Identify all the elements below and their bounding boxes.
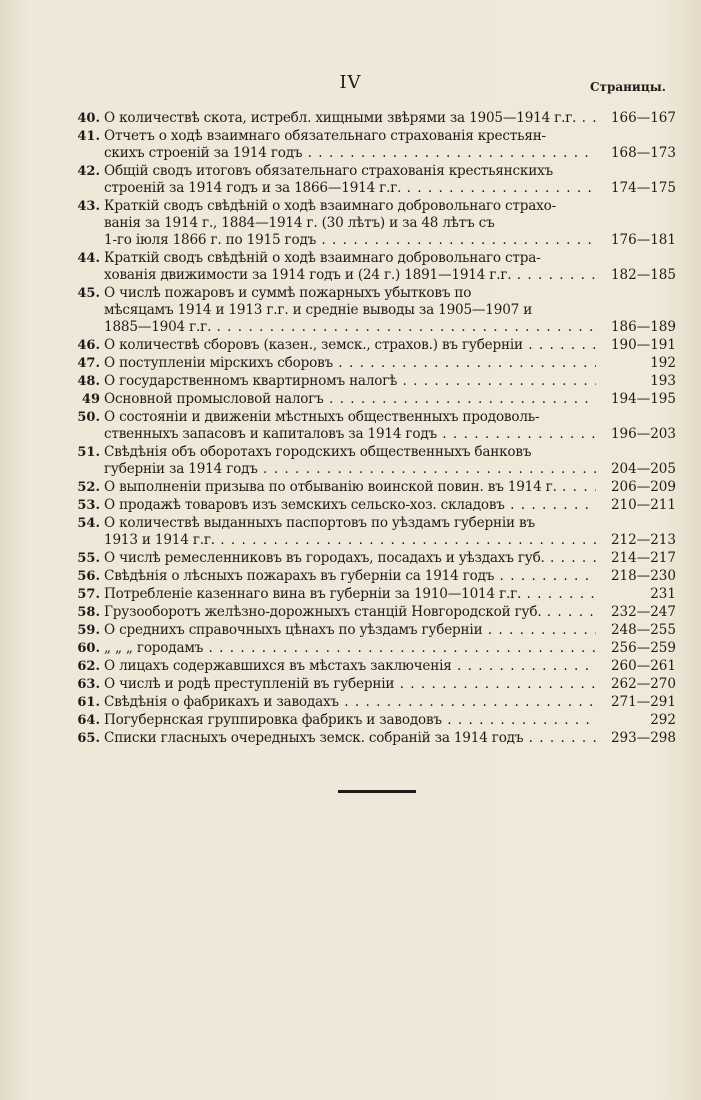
entry-pages: 196—203 <box>610 426 676 442</box>
entry-number: 51. <box>77 445 100 460</box>
entry-number: 44. <box>77 251 100 266</box>
pages-column-label: Страницы. <box>590 80 666 94</box>
toc-entry <box>60 676 676 693</box>
entry-title-line: Свѣдѣнія о лѣсныхъ пожарахъ въ губерніи са 1914 годъ . . . <box>104 568 596 585</box>
entry-title-line: губерніи за 1914 годъ . . . <box>104 461 596 478</box>
entry-title-line: Отчетъ о ходѣ взаимнаго обязательнаго страхованія крестьян- <box>104 128 546 144</box>
toc-entry <box>60 712 676 729</box>
toc-entry <box>60 604 676 621</box>
entry-number: 50. <box>77 410 100 425</box>
toc-entry <box>60 694 676 711</box>
entry-pages: 194—195 <box>610 391 676 407</box>
entry-title-line: ванія за 1914 г., 1884—1914 г. (30 лѣтъ) и за 48 лѣтъ съ <box>104 215 495 231</box>
toc-entry <box>60 337 676 354</box>
entry-number: 52. <box>77 480 100 495</box>
toc-entry <box>60 110 676 127</box>
toc-entry <box>60 163 676 197</box>
entry-title-line: Свѣдѣнія о фабрикахъ и заводахъ . . . <box>104 694 596 711</box>
entry-title-line: Погубернская группировка фабрикъ и заводовъ . . . <box>104 712 596 729</box>
entry-pages: 214—217 <box>610 550 676 566</box>
entry-pages: 204—205 <box>610 461 676 477</box>
toc-entry <box>60 128 676 162</box>
entry-number: 42. <box>77 164 100 179</box>
entry-title-line: хованія движимости за 1914 годъ и (24 г.) 1891—1914 г.г. . . . <box>104 267 596 284</box>
entry-number: 57. <box>77 587 100 602</box>
entry-number: 41. <box>77 129 100 144</box>
entry-pages: 231 <box>650 586 676 602</box>
entry-pages: 271—291 <box>610 694 676 710</box>
toc-entry <box>60 658 676 675</box>
entry-title-line: О государственномъ квартирномъ налогѣ . . . <box>104 373 596 390</box>
entry-number: 53. <box>77 498 100 513</box>
entry-title-line: мѣсяцамъ 1914 и 1913 г.г. и средніе выводы за 1905—1907 и <box>104 302 533 318</box>
entry-title-line: Общій сводъ итоговъ обязательнаго страхованія крестьянскихъ <box>104 163 553 179</box>
entry-title-line: О числѣ и родѣ преступленій въ губерніи . . . <box>104 676 596 693</box>
entry-number: 65. <box>77 731 100 746</box>
entry-pages: 168—173 <box>610 145 676 161</box>
entry-number: 62. <box>77 659 100 674</box>
entry-title-line: О выполненіи призыва по отбыванію воинской повин. въ 1914 г. . . . <box>104 479 596 496</box>
entry-title-line: О лицахъ содержавшихся въ мѣстахъ заключенія . . . <box>104 658 596 675</box>
entry-pages: 182—185 <box>610 267 676 283</box>
entry-title-line: О среднихъ справочныхъ цѣнахъ по уѣздамъ губерніи . . . <box>104 622 596 639</box>
entry-title-line: О состояніи и движеніи мѣстныхъ общественныхъ продоволь- <box>104 409 540 425</box>
entry-pages: 292 <box>650 712 676 728</box>
entry-title-line: О поступленіи мірскихъ сборовъ . . . <box>104 355 596 372</box>
entry-number: 45. <box>77 286 100 301</box>
entry-number: 47. <box>77 356 100 371</box>
entry-number: 60. <box>77 641 100 656</box>
toc-entry <box>60 355 676 372</box>
toc-entry <box>60 550 676 567</box>
entry-pages: 212—213 <box>610 532 676 548</box>
entry-title-line: О количествѣ сборовъ (казен., земск., страхов.) въ губерніи . . . <box>104 337 596 354</box>
entry-number: 55. <box>77 551 100 566</box>
entry-pages: 260—261 <box>610 658 676 674</box>
entry-title-line: Грузооборотъ желѣзно-дорожныхъ станцій Новгородской губ. . . . <box>104 604 596 621</box>
toc-entry <box>60 198 676 249</box>
table-of-contents <box>60 110 676 748</box>
toc-entry <box>60 586 676 603</box>
toc-entry <box>60 568 676 585</box>
entry-number: 48. <box>77 374 100 389</box>
toc-entry <box>60 515 676 549</box>
entry-title-line: 1913 и 1914 г.г. . . . <box>104 532 596 549</box>
entry-title-line: Краткій сводъ свѣдѣній о ходѣ взаимнаго добровольнаго стра- <box>104 250 541 266</box>
entry-pages: 248—255 <box>610 622 676 638</box>
entry-title-line: 1885—1904 г.г. . . . <box>104 319 596 336</box>
entry-pages: 190—191 <box>610 337 676 353</box>
entry-title-line: О числѣ пожаровъ и суммѣ пожарныхъ убытковъ по <box>104 285 472 301</box>
closing-rule <box>338 790 416 793</box>
entry-number: 64. <box>77 713 100 728</box>
entry-pages: 232—247 <box>610 604 676 620</box>
entry-number: 54. <box>77 516 100 531</box>
entry-pages: 174—175 <box>610 180 676 196</box>
toc-entry <box>60 497 676 514</box>
entry-pages: 218—230 <box>610 568 676 584</box>
entry-title-line: О количествѣ скота, истребл. хищными звѣрями за 1905—1914 г.г. . . . <box>104 110 596 127</box>
entry-title-line: 1-го іюля 1866 г. по 1915 годъ . . . <box>104 232 596 249</box>
entry-title-line: Основной промысловой налогъ . . . <box>104 391 596 408</box>
entry-title-line: Списки гласныхъ очередныхъ земск. собраній за 1914 годъ . . . <box>104 730 596 747</box>
entry-title-line: О количествѣ выданныхъ паспортовъ по уѣздамъ губерніи въ <box>104 515 535 531</box>
entry-number: 59. <box>77 623 100 638</box>
entry-pages: 210—211 <box>610 497 676 513</box>
entry-pages: 166—167 <box>610 110 676 126</box>
entry-number: 49 <box>81 392 100 407</box>
toc-entry <box>60 373 676 390</box>
toc-entry <box>60 409 676 443</box>
toc-entry <box>60 285 676 336</box>
page-number: IV <box>339 72 362 93</box>
entry-title-line: О числѣ ремесленниковъ въ городахъ, посадахъ и уѣздахъ губ. . . . <box>104 550 596 567</box>
entry-number: 40. <box>77 111 100 126</box>
entry-pages: 186—189 <box>610 319 676 335</box>
entry-pages: 192 <box>650 355 676 371</box>
entry-title-line: ственныхъ запасовъ и капиталовъ за 1914 годъ . . . <box>104 426 596 443</box>
entry-pages: 206—209 <box>610 479 676 495</box>
toc-entry <box>60 391 676 408</box>
entry-number: 63. <box>77 677 100 692</box>
entry-number: 58. <box>77 605 100 620</box>
toc-entry <box>60 640 676 657</box>
entry-number: 43. <box>77 199 100 214</box>
entry-pages: 262—270 <box>610 676 676 692</box>
toc-entry <box>60 622 676 639</box>
entry-title-line: Потребленіе казеннаго вина въ губерніи за 1910—1014 г.г. . . . <box>104 586 596 603</box>
entry-pages: 256—259 <box>610 640 676 656</box>
entry-title-line: строеній за 1914 годъ и за 1866—1914 г.г. . . . <box>104 180 596 197</box>
entry-pages: 293—298 <box>610 730 676 746</box>
entry-pages: 176—181 <box>610 232 676 248</box>
entry-number: 46. <box>77 338 100 353</box>
entry-pages: 193 <box>650 373 676 389</box>
entry-number: 61. <box>77 695 100 710</box>
entry-title-line: О продажѣ товаровъ изъ земскихъ сельско-хоз. складовъ . . . <box>104 497 596 514</box>
entry-title-line: Свѣдѣнія объ оборотахъ городскихъ общественныхъ банковъ <box>104 444 532 460</box>
toc-entry <box>60 479 676 496</box>
entry-title-line: скихъ строеній за 1914 годъ . . . <box>104 145 596 162</box>
entry-title-line: „ „ „ городамъ . . . <box>104 640 596 657</box>
entry-title-line: Краткій сводъ свѣдѣній о ходѣ взаимнаго добровольнаго страхо- <box>104 198 556 214</box>
entry-number: 56. <box>77 569 100 584</box>
toc-entry <box>60 730 676 747</box>
toc-entry <box>60 444 676 478</box>
toc-entry <box>60 250 676 284</box>
